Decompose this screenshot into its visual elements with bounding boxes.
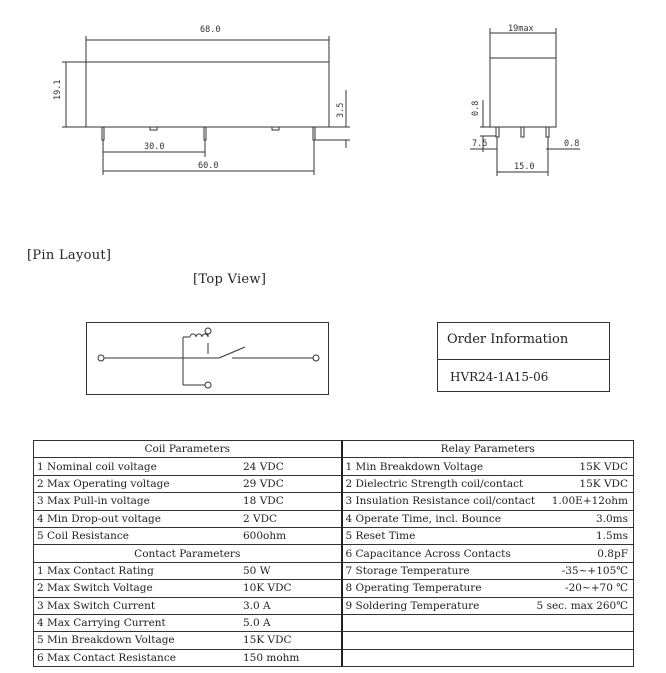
param-value: 10K VDC: [243, 582, 292, 595]
param-value: 15K VDC: [243, 634, 292, 647]
dim-length: 68.0: [200, 25, 221, 35]
param-name: 6 Capacitance Across Contacts: [345, 547, 511, 560]
param-name: 8 Operating Temperature: [345, 582, 482, 595]
table-row: [34, 441, 634, 458]
order-information-title: Order Information: [438, 323, 609, 360]
pin-layout-diagram: [86, 322, 329, 395]
table-row: [34, 527, 634, 544]
param-cell: [34, 527, 342, 544]
param-cell: [342, 597, 634, 614]
param-cell: [34, 580, 342, 597]
table-row: [34, 580, 634, 597]
param-name: 5 Coil Resistance: [37, 530, 130, 543]
param-name: 3 Max Switch Current: [37, 599, 156, 612]
table-row: [34, 632, 634, 649]
param-value: -20~+70 ℃: [565, 582, 628, 595]
param-cell: [342, 562, 634, 579]
empty-cell: [342, 632, 634, 649]
param-name: 3 Insulation Resistance coil/contact: [345, 495, 536, 508]
param-cell: [342, 475, 634, 492]
param-value: 600ohm: [243, 530, 287, 543]
order-information-box: [437, 322, 610, 392]
dim-side-width: 19max: [508, 24, 534, 34]
param-cell: [34, 475, 342, 492]
param-value: 1.5ms: [595, 530, 628, 543]
param-value: 1.00E+12ohm: [551, 495, 628, 508]
table-row: [34, 493, 634, 510]
param-name: 2 Max Operating voltage: [37, 477, 170, 490]
param-value: 5.0 A: [243, 617, 271, 630]
param-cell: [34, 458, 342, 475]
param-value: 150 mohm: [243, 651, 300, 664]
param-name: 2 Dielectric Strength coil/contact: [345, 477, 524, 490]
section-header: Relay Parameters: [342, 441, 634, 458]
dim-pin-spacing: 30.0: [144, 142, 165, 152]
table-row: [34, 614, 634, 631]
param-value: 15K VDC: [579, 477, 628, 490]
param-value: 3.0ms: [595, 512, 628, 525]
param-name: 7 Storage Temperature: [345, 564, 470, 577]
param-cell: [34, 614, 342, 631]
dim-side-pin-width: 0.8: [564, 139, 580, 149]
parameters-table: [33, 440, 634, 667]
dim-side-pin-span: 15.0: [514, 162, 535, 172]
relay-body-front: [86, 62, 329, 127]
relay-body-side: [490, 58, 556, 127]
param-cell: [342, 545, 634, 562]
table-row: [34, 510, 634, 527]
param-name: 5 Min Breakdown Voltage: [37, 634, 175, 647]
param-value: 24 VDC: [243, 460, 284, 473]
param-name: 5 Reset Time: [345, 530, 416, 543]
param-name: 3 Max Pull-in voltage: [37, 495, 150, 508]
param-value: 15K VDC: [579, 460, 628, 473]
param-name: 4 Max Carrying Current: [37, 617, 166, 630]
param-name: 1 Min Breakdown Voltage: [345, 460, 484, 473]
pin-layout-title: [Pin Layout]: [27, 248, 112, 263]
table-row: [34, 458, 634, 475]
param-cell: [342, 458, 634, 475]
param-value: 18 VDC: [243, 495, 284, 508]
table-row: [34, 597, 634, 614]
empty-cell: [342, 649, 634, 666]
table-row: [34, 562, 634, 579]
dim-pin-height: 3.5: [336, 102, 346, 118]
empty-cell: [342, 614, 634, 631]
table-row: [34, 475, 634, 492]
top-view-label: [Top View]: [193, 272, 267, 287]
mechanical-drawing: [0, 0, 666, 240]
param-value: 3.0 A: [243, 599, 271, 612]
param-cell: [34, 562, 342, 579]
param-cell: [34, 510, 342, 527]
param-value: 0.8pF: [597, 547, 628, 560]
param-cell: [342, 493, 634, 510]
dim-outer-pin-spacing: 60.0: [198, 161, 219, 171]
section-header: Contact Parameters: [34, 545, 342, 562]
table-row: [34, 649, 634, 666]
param-cell: [34, 632, 342, 649]
param-name: 1 Nominal coil voltage: [37, 460, 157, 473]
param-name: 1 Max Contact Rating: [37, 564, 154, 577]
param-value: 5 sec. max 260℃: [536, 599, 628, 612]
dim-side-pin-thickness: 0.8: [471, 100, 481, 116]
relay-schematic: [87, 323, 328, 394]
param-cell: [34, 493, 342, 510]
section-header: Coil Parameters: [34, 441, 342, 458]
param-name: 4 Operate Time, incl. Bounce: [345, 512, 502, 525]
param-cell: [342, 527, 634, 544]
param-name: 6 Max Contact Resistance: [37, 651, 176, 664]
param-cell: [342, 510, 634, 527]
param-value: -35~+105℃: [561, 564, 628, 577]
param-value: 29 VDC: [243, 477, 284, 490]
param-cell: [34, 649, 342, 666]
param-name: 2 Max Switch Voltage: [37, 582, 153, 595]
param-name: 9 Soldering Temperature: [345, 599, 480, 612]
param-value: 50 W: [243, 564, 271, 577]
param-name: 4 Min Drop-out voltage: [37, 512, 161, 525]
param-cell: [34, 597, 342, 614]
param-cell: [342, 580, 634, 597]
dim-height: 19.1: [53, 79, 63, 100]
dim-side-pin-offset: 7.5: [472, 139, 488, 149]
order-part-number: HVR24-1A15-06: [450, 370, 549, 384]
table-row: [34, 545, 634, 562]
param-value: 2 VDC: [243, 512, 278, 525]
